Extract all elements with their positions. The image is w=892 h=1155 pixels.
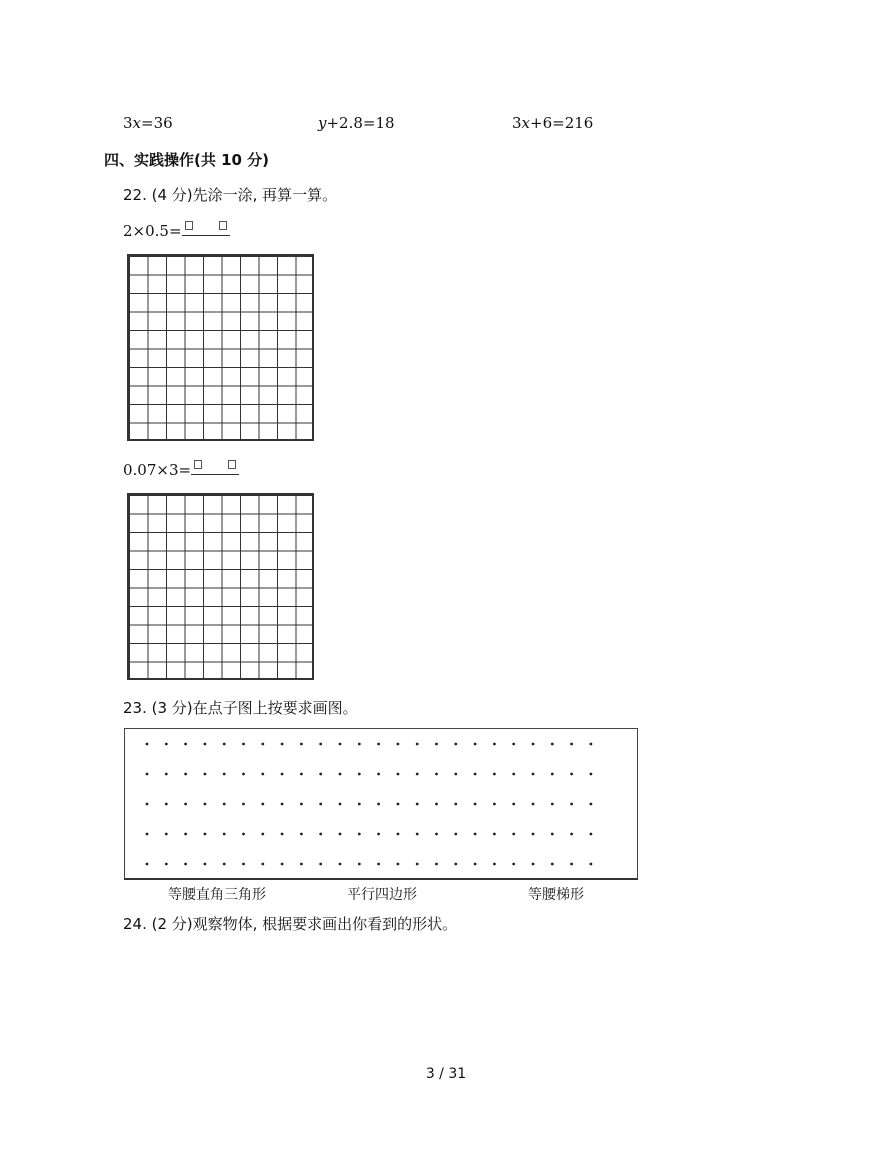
grid-dot[interactable]	[397, 833, 400, 836]
grid-dot[interactable]	[435, 803, 438, 806]
grid-dot[interactable]	[146, 773, 149, 776]
grid-dot[interactable]	[339, 743, 342, 746]
equation-1: 3x=36	[123, 114, 173, 132]
grid-dot[interactable]	[184, 773, 187, 776]
grid-dot[interactable]	[454, 803, 457, 806]
shape-label-parallelogram: 平行四边形	[347, 887, 417, 903]
grid-dot[interactable]	[300, 803, 303, 806]
grid-dot[interactable]	[184, 833, 187, 836]
dot-grid	[125, 729, 637, 879]
grid-dot[interactable]	[300, 743, 303, 746]
grid-dot[interactable]	[474, 803, 477, 806]
grid-dot[interactable]	[590, 803, 593, 806]
equation-3: 3x+6=216	[512, 114, 594, 132]
grid-dot[interactable]	[184, 863, 187, 866]
dot-paper[interactable]	[124, 728, 638, 880]
expression-2	[123, 458, 239, 479]
grid-dot[interactable]	[512, 743, 515, 746]
grid-dot[interactable]	[358, 833, 361, 836]
grid-dot[interactable]	[454, 773, 457, 776]
grid-dot[interactable]	[590, 743, 593, 746]
section-title: 四、实践操作(共 10 分)	[104, 151, 270, 169]
grid-dot[interactable]	[435, 833, 438, 836]
grid-dot[interactable]	[319, 773, 322, 776]
grid-dot[interactable]	[551, 833, 554, 836]
grid-dot[interactable]	[551, 863, 554, 866]
grid-dot[interactable]	[223, 863, 226, 866]
grid-dot[interactable]	[281, 773, 284, 776]
grid-dot[interactable]	[570, 743, 573, 746]
grid-dot[interactable]	[146, 863, 149, 866]
grid-dot[interactable]	[339, 833, 342, 836]
grid-dot[interactable]	[281, 803, 284, 806]
grid-dot[interactable]	[261, 773, 264, 776]
grid-dot[interactable]	[358, 743, 361, 746]
grid-dot[interactable]	[165, 803, 168, 806]
grid-dot[interactable]	[146, 833, 149, 836]
grid-dot[interactable]	[532, 803, 535, 806]
expression-1-text: 2×0.5=	[123, 222, 182, 240]
grid-dot[interactable]	[242, 863, 245, 866]
grid-dot[interactable]	[300, 863, 303, 866]
equation-2: y+2.8=18	[318, 114, 395, 132]
grid-dot[interactable]	[339, 773, 342, 776]
grid-dot[interactable]	[512, 863, 515, 866]
grid-dot[interactable]	[590, 833, 593, 836]
grid-dot[interactable]	[512, 833, 515, 836]
expression-1	[123, 219, 230, 240]
grid-dot[interactable]	[339, 863, 342, 866]
grid-dot[interactable]	[223, 743, 226, 746]
grid-dot[interactable]	[300, 833, 303, 836]
grid-dot[interactable]	[397, 863, 400, 866]
grid-dot[interactable]	[261, 863, 264, 866]
grid-dot[interactable]	[165, 863, 168, 866]
grid-dot[interactable]	[358, 803, 361, 806]
grid-dot[interactable]	[377, 833, 380, 836]
grid-dot[interactable]	[570, 863, 573, 866]
question-23-label: 23. (3 分)在点子图上按要求画图。	[123, 699, 358, 717]
grid-dot[interactable]	[339, 803, 342, 806]
grid-10x10-1[interactable]	[127, 254, 314, 441]
grid-dot[interactable]	[358, 863, 361, 866]
grid-dot[interactable]	[474, 833, 477, 836]
grid-dot[interactable]	[454, 863, 457, 866]
grid-dot[interactable]	[223, 773, 226, 776]
grid-dot[interactable]	[204, 743, 207, 746]
grid-dot[interactable]	[532, 833, 535, 836]
grid-dot[interactable]	[397, 743, 400, 746]
grid-dot[interactable]	[493, 863, 496, 866]
grid-dot[interactable]	[551, 743, 554, 746]
grid-dot[interactable]	[454, 833, 457, 836]
grid-dot[interactable]	[416, 773, 419, 776]
grid-dot[interactable]	[377, 863, 380, 866]
question-22-label: 22. (4 分)先涂一涂, 再算一算。	[123, 186, 338, 204]
grid-dot[interactable]	[397, 773, 400, 776]
grid-dot[interactable]	[319, 743, 322, 746]
grid-dot[interactable]	[416, 863, 419, 866]
grid-dot[interactable]	[146, 803, 149, 806]
grid-dot[interactable]	[146, 743, 149, 746]
answer-blank-2[interactable]	[191, 458, 239, 475]
grid-dot[interactable]	[319, 863, 322, 866]
grid-dot[interactable]	[184, 803, 187, 806]
grid-dot[interactable]	[570, 833, 573, 836]
grid-dot[interactable]	[223, 833, 226, 836]
grid-dot[interactable]	[590, 863, 593, 866]
grid-dot[interactable]	[204, 773, 207, 776]
grid-dot[interactable]	[377, 803, 380, 806]
grid-dot[interactable]	[242, 743, 245, 746]
grid-dot[interactable]	[319, 803, 322, 806]
grid-dot[interactable]	[474, 743, 477, 746]
grid-dot[interactable]	[261, 743, 264, 746]
grid-dot[interactable]	[223, 803, 226, 806]
grid-dot[interactable]	[493, 773, 496, 776]
expression-2-text: 0.07×3=	[123, 461, 192, 479]
grid-dot[interactable]	[493, 743, 496, 746]
grid-dot[interactable]	[300, 773, 303, 776]
grid-dot[interactable]	[204, 803, 207, 806]
grid-dot[interactable]	[358, 773, 361, 776]
grid-dot[interactable]	[281, 863, 284, 866]
grid-dot[interactable]	[281, 743, 284, 746]
grid-dot[interactable]	[184, 743, 187, 746]
grid-dot[interactable]	[416, 743, 419, 746]
grid-dot[interactable]	[551, 773, 554, 776]
grid-10x10-2[interactable]	[127, 493, 314, 680]
shape-label-isosceles-right-triangle: 等腰直角三角形	[168, 887, 266, 903]
grid-dot[interactable]	[242, 773, 245, 776]
grid-dot[interactable]	[512, 773, 515, 776]
grid-dot[interactable]	[454, 743, 457, 746]
grid-dot[interactable]	[204, 833, 207, 836]
shape-label-isosceles-trapezoid: 等腰梯形	[528, 887, 584, 903]
grid-dot[interactable]	[435, 773, 438, 776]
grid-dot[interactable]	[551, 803, 554, 806]
grid-dot[interactable]	[570, 773, 573, 776]
grid-dot[interactable]	[493, 803, 496, 806]
grid-dot[interactable]	[281, 833, 284, 836]
grid-dot[interactable]	[474, 863, 477, 866]
grid-dot[interactable]	[416, 803, 419, 806]
grid-dot[interactable]	[416, 833, 419, 836]
grid-dot[interactable]	[570, 803, 573, 806]
grid-dot[interactable]	[512, 803, 515, 806]
grid-dot[interactable]	[397, 803, 400, 806]
grid-dot[interactable]	[165, 743, 168, 746]
grid-dot[interactable]	[532, 863, 535, 866]
grid-dot[interactable]	[532, 773, 535, 776]
grid-dot[interactable]	[261, 833, 264, 836]
grid-dot[interactable]	[319, 833, 322, 836]
question-24-label: 24. (2 分)观察物体, 根据要求画出你看到的形状。	[123, 915, 458, 933]
grid-dot[interactable]	[435, 743, 438, 746]
grid-dot[interactable]	[165, 833, 168, 836]
grid-dot[interactable]	[204, 863, 207, 866]
grid-dot[interactable]	[165, 773, 168, 776]
answer-blank-1[interactable]	[182, 219, 230, 236]
grid-dot[interactable]	[532, 743, 535, 746]
grid-dot[interactable]	[435, 863, 438, 866]
grid-dot[interactable]	[377, 773, 380, 776]
grid-dot[interactable]	[377, 743, 380, 746]
grid-dot[interactable]	[242, 833, 245, 836]
grid-dot[interactable]	[590, 773, 593, 776]
grid-dot[interactable]	[474, 773, 477, 776]
grid-dot[interactable]	[493, 833, 496, 836]
grid-dot[interactable]	[242, 803, 245, 806]
grid-dot[interactable]	[261, 803, 264, 806]
page-number: 3 / 31	[425, 1066, 467, 1082]
